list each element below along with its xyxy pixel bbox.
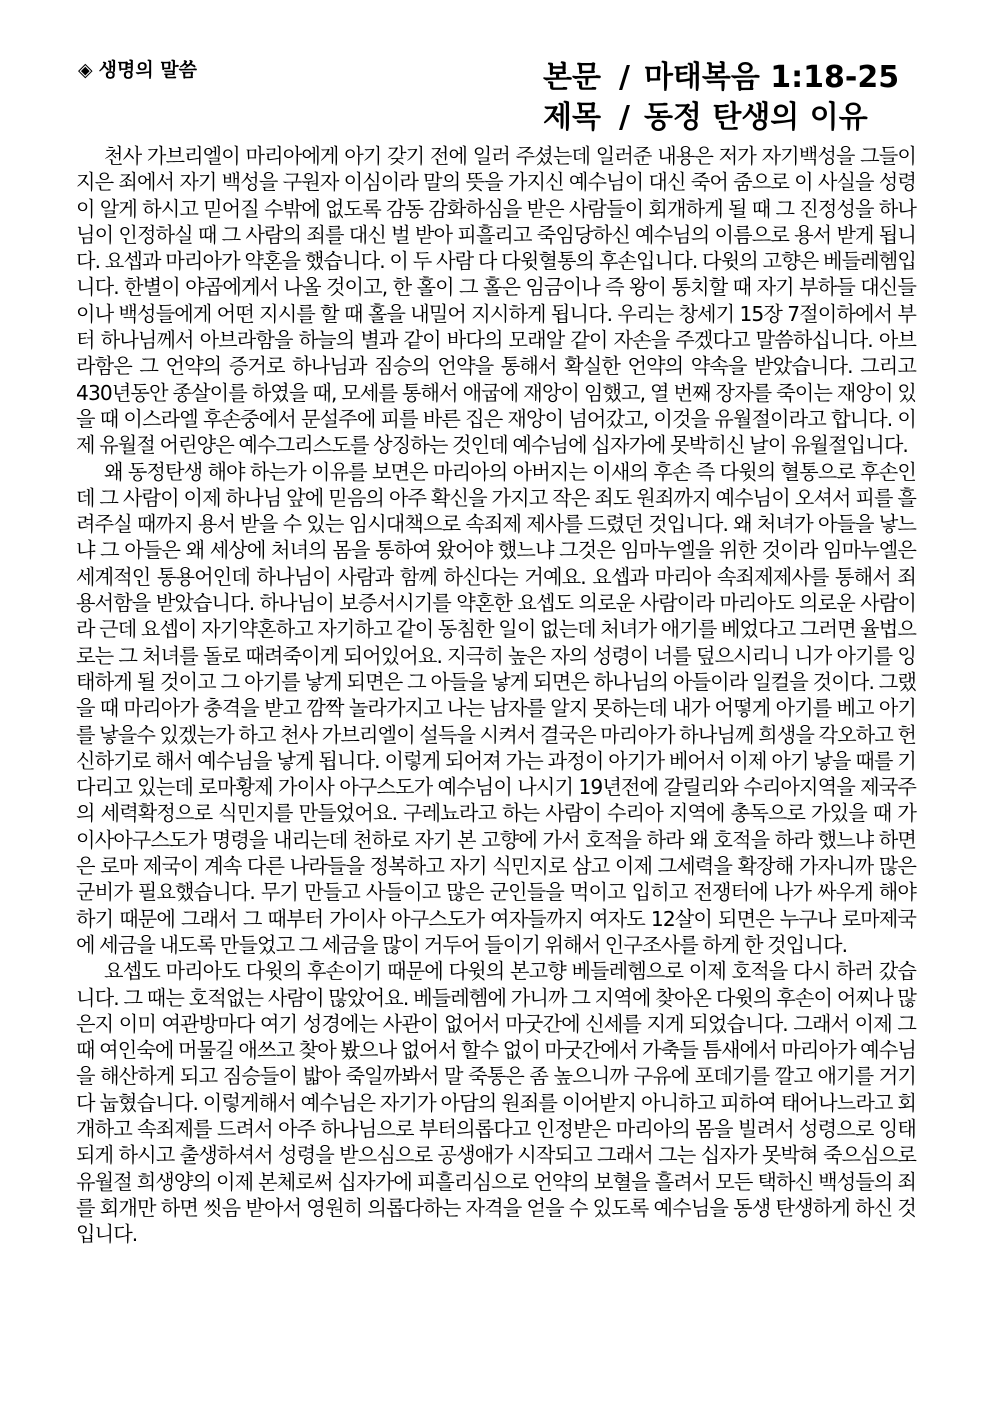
- title-value: 동정 탄생의 이유: [643, 100, 868, 135]
- body-paragraph: 왜 동정탄생 해야 하는가 이유를 보면은 마리아의 아버지는 이새의 후손 즉 다윗의 혈통으로 후손인데 그 사람이 이제 하나님 앞에 믿음의 아주 확신을 가지고 작은 죄도 원죄까지 예수님이 오셔서 피를 흘려주실 때까지 용서 받을 수 있는 임시대책으로 속죄제 제사를 드렸던 것입니다. 왜 처녀가 아들을 낳느냐 그 아들은 왜 세상에 처녀의 몸을 통하여 왔어야 했느냐 그것은 임마누엘을 위한 것이라 임마누엘은 세계적인 통용어인데 하나님이 사람과 함께 하신다는 거예요. 요셉과 마리아 속죄제제사를 통해서 죄 용서함을 받았습니다. 하나님이 보증서시기를 약혼한 요셉도 의로운 사람이라 마리아도 의로운 사람이라 근데 요셉이 자기약혼하고 자기하고 같이 동침한 일이 없는데 처녀가 애기를 베었다고 그러면 율법으로는 그 처녀를 돌로 때려죽이게 되어있어요. 지극히 높은 자의 성령이 너를 덮으시리니 니가 아기를 잉태하게 될 것이고 그 아기를 낳게 되면은 그 아들을 낳게 되면은 하나님의 아들이라 일컬을 것이다. 그랬을 때 마리아가 충격을 받고 깜짝 놀라가지고 나는 남자를 알지 못하는데 내가 어떻게 아기를 베고 아기를 낳을수 있겠는가 하고 천사 가브리엘이 설득을 시켜서 결국은 마리아가 하나님께 희생을 각오하고 헌신하기로 해서 예수님을 낳게 됩니다. 이렇게 되어져 가는 과정이 아기가 베어서 이제 아기 낳을 때를 기다리고 있는데 로마황제 가이사 아구스도가 예수님이 나시기 19년전에 갈릴리와 수리아지역을 제국주의 세력확정으로 식민지를 만들었어요. 구레뇨라고 하는 사람이 수리아 지역에 총독으로 가있을 때 가이사아구스도가 명령을 내리는데 천하로 자기 본 고향에 가서 호적을 하라 왜 호적을 하라 했느냐 하면은 로마 제국이 계속 다른 나라들을 정복하고 자기 식민지로 삼고 이제 그세력을 확장해 가자니까 많은 군비가 필요했습니다. 무기 만들고 사들이고 많은 군인들을 먹이고 입히고 전쟁터에 나가 싸우게 해야하기 때문에 그래서 그 때부터 가이사 아구스도가 여자들까지 여자도 12살이 되면은 누구나 로마제국에 세금을 내도록 만들었고 그 세금을 많이 거두어 들이기 위해서 인구조사를 하게 한 것입니다.: [76, 459, 917, 957]
- scripture-reference: [543, 58, 899, 98]
- sermon-header: [543, 58, 899, 138]
- section-label-text: 생명의 말씀: [98, 59, 198, 81]
- body-paragraph: 요셉도 마리아도 다윗의 후손이기 때문에 다윗의 본고향 베들레헴으로 이제 호적을 다시 하러 갔습니다. 그 때는 호적없는 사람이 많았어요. 베들레헴에 가니까 그 지역에 찾아온 다윗의 후손이 어찌나 많은지 이미 여관방마다 여기 성경에는 사관이 없어서 마굿간에 신세를 지게 되었습니다. 그래서 이제 그 때 여인숙에 머물길 애쓰고 찾아 봤으나 없어서 할수 없이 마굿간에서 가축들 틈새에서 마리아가 예수님을 해산하게 되고 짐승들이 밟아 죽일까봐서 말 죽통은 좀 높으니까 구유에 포데기를 깔고 애기를 거기다 눕혔습니다. 이렇게해서 예수님은 자기가 아담의 원죄를 이어받지 아니하고 피하여 태어나느라고 회개하고 속죄제를 드려서 아주 하나님으로 부터의롭다고 인정받은 마리아의 몸을 빌려서 성령으로 잉태되게 하시고 출생하셔서 성령을 받으심으로 공생애가 시작되고 그래서 그는 십자가 못박혀 죽으심으로 유월절 희생양의 이제 본체로써 십자가에 피흘리심으로 언약의 보혈을 흘려서 모든 택하신 백성들의 죄를 회개만 하면 씻음 받아서 영원히 의롭다하는 자격을 얻을 수 있도록 예수님을 동생 탄생하게 하신 것입니다.: [76, 959, 917, 1247]
- sermon-body: [76, 143, 916, 1247]
- scripture-value: 마태복음 1:18-25: [643, 60, 900, 95]
- header-separator: /: [618, 60, 630, 95]
- diamond-marker-icon: ◈: [78, 59, 93, 81]
- sermon-title: [543, 98, 899, 138]
- scripture-label: 본문: [543, 60, 601, 95]
- title-label: 제목: [543, 100, 601, 135]
- body-paragraph: 천사 가브리엘이 마리아에게 아기 갖기 전에 일러 주셨는데 일러준 내용은 저가 자기백성을 그들이 지은 죄에서 자기 백성을 구원자 이심이라 말의 뜻을 가지신 예수님이 대신 죽어 줌으로 이 사실을 성령이 알게 하시고 믿어질 수밖에 없도록 감동 감화하심을 받은 사람들이 회개하게 될 때 그 진정성을 하나님이 인정하실 때 그 사람의 죄를 대신 벌 받아 피흘리고 죽임당하신 예수님의 이름으로 용서 받게 됩니다. 요셉과 마리아가 약혼을 했습니다. 이 두 사람 다 다윗혈통의 후손입니다. 다윗의 고향은 베들레헴입니다. 한별이 야곱에게서 나올 것이고, 한 홀이 그 홀은 임금이나 즉 왕이 통치할 때 자기 부하들 대신들이나 백성들에게 어떤 지시를 할 때 홀을 내밀어 지시하게 됩니다. 우리는 창세기 15장 7절이하에서 부터 하나님께서 아브라함을 하늘의 별과 같이 바다의 모래알 같이 자손을 주겠다고 말씀하십니다. 아브라함은 그 언약의 증거로 하나님과 짐승의 언약을 통해서 확실한 언약의 약속을 받았습니다. 그리고 430년동안 종살이를 하였을 때, 모세를 통해서 애굽에 재앙이 임했고, 열 번째 장자를 죽이는 재앙이 있을 때 이스라엘 후손중에서 문설주에 피를 바른 집은 재앙이 넘어갔고, 이것을 유월절이라고 합니다. 이제 유월절 어린양은 예수그리스도를 상징하는 것인데 예수님에 십자가에 못박히신 날이 유월절입니다.: [76, 144, 917, 458]
- section-label: [78, 55, 197, 82]
- header-separator: /: [618, 100, 630, 135]
